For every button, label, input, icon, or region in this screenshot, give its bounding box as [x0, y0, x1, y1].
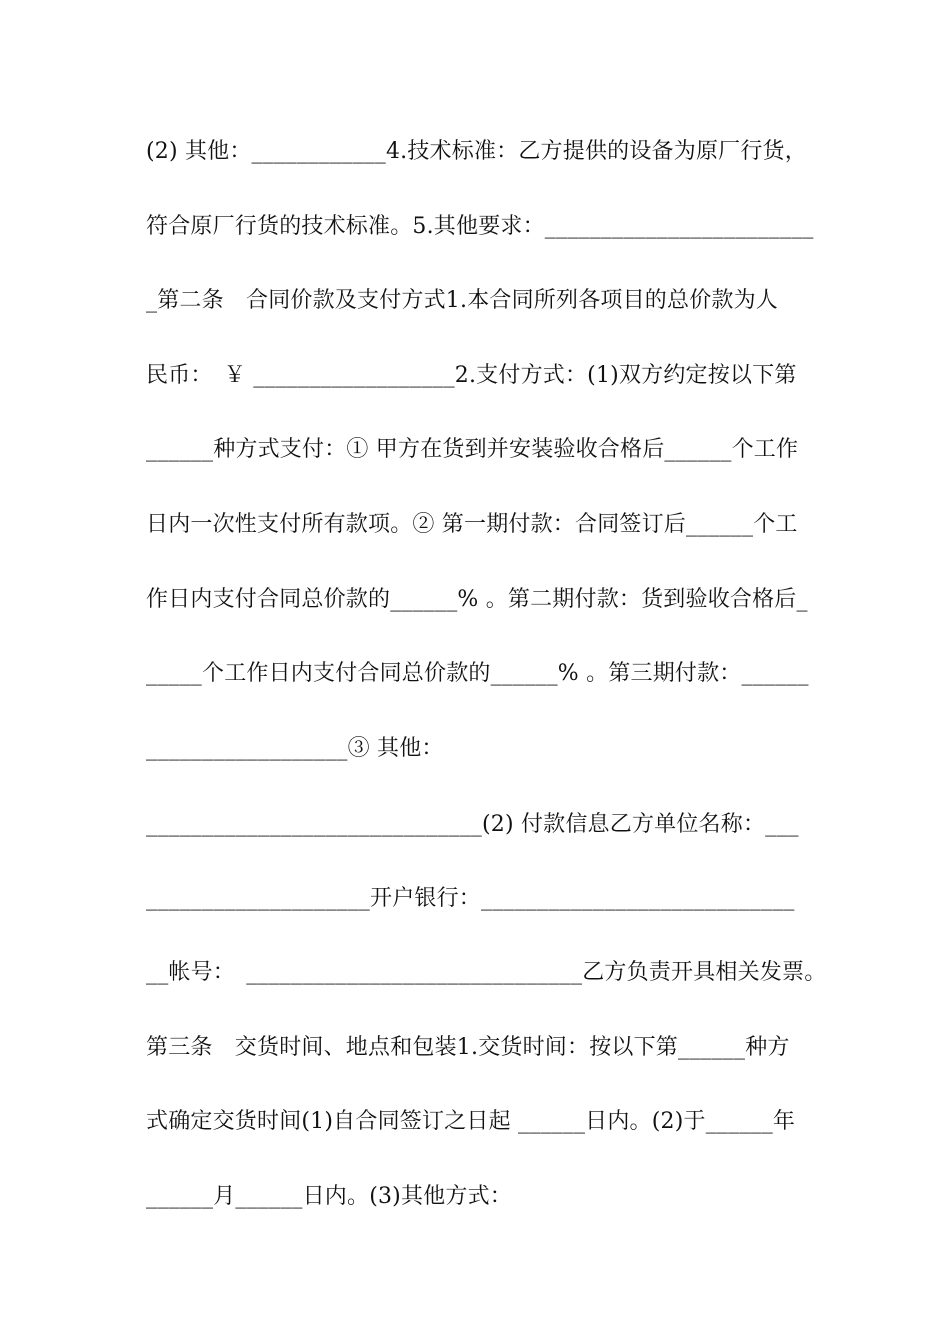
text-line: __帐号： ______________________________乙方负责开具相关发票。 [146, 960, 827, 985]
text-line: 作日内支付合同总价款的______% 。第二期付款：货到验收合格后_ [146, 587, 808, 612]
text-line: _第二条 合同价款及支付方式1.本合同所列各项目的总价款为人 [146, 288, 778, 313]
text-line: _____个工作日内支付合同总价款的______% 。第三期付款：______ [146, 661, 809, 686]
text-line: ______种方式支付：① 甲方在货到并安装验收合格后______个工作 [146, 437, 799, 462]
text-line: ______________________________(2) 付款信息乙方单位名称：___ [146, 812, 799, 837]
text-line: 民币： ￥ __________________2.支付方式：(1)双方约定按以下第 [146, 363, 797, 388]
text-line: ____________________开户银行：____________________________ [146, 886, 795, 911]
text-line: ______月______日内。(3)其他方式： [146, 1184, 512, 1209]
text-line: 式确定交货时间(1)自合同签订之日起 ______日内。(2)于______年 [146, 1109, 796, 1134]
text-line: __________________③ 其他： [146, 736, 444, 761]
text-line: 第三条 交货时间、地点和包装1.交货时间：按以下第______种方 [146, 1035, 790, 1060]
text-line: 符合原厂行货的技术标准。5.其他要求：________________________ [146, 214, 814, 239]
text-line: 日内一次性支付所有款项。② 第一期付款：合同签订后______个工 [146, 512, 798, 537]
text-line: (2) 其他：____________4.技术标准：乙方提供的设备为原厂行货， [146, 139, 807, 164]
